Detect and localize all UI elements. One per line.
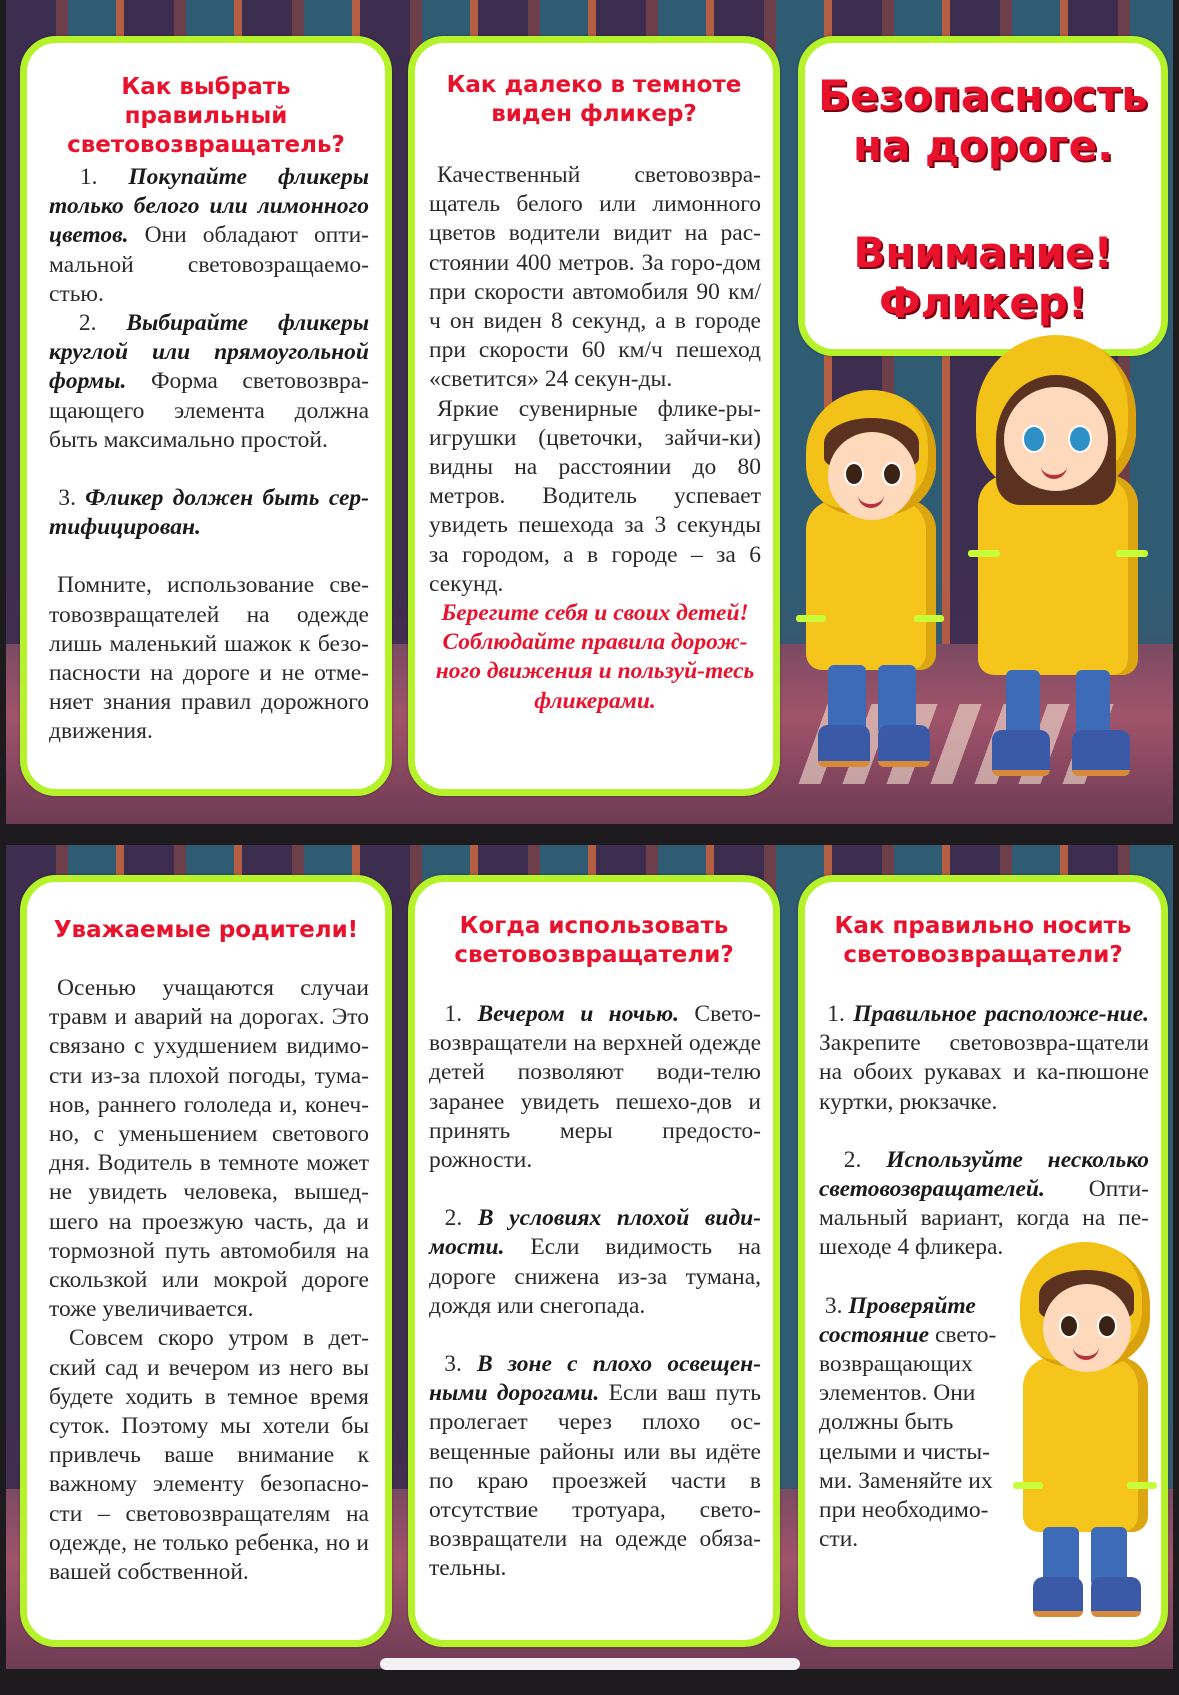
top-panel <box>6 0 1173 824</box>
girl-illustration <box>956 335 1156 785</box>
card-choose-flicker <box>20 36 392 796</box>
paragraph: Качественный световозвра-щатель белого или лимонного цветов водители видит на рас-стоянии 400 метров. За горо-дом при скорости автомобиля 90 км/ч он виден 8 секунд, а в городе при скорости 60 км/ч пешеход «светится» 24 секун-ды. <box>429 162 761 393</box>
warning-text: Берегите себя и своих детей! <box>441 600 749 627</box>
tip-2: 2. В условиях плохой види-мости. Если видимость на дороге снижена из-за тумана, дождя или снегопада. <box>429 1205 762 1319</box>
reminder-text: Помните, использование све-товозвращателей на одежде лишь маленький шажок к безо-пасности на дороге и не отме-няет знания правил дорожного движения. <box>49 572 369 745</box>
card-title: Как правильно носить световозвращатели? <box>834 913 1132 968</box>
card-title: Когда использовать световозвращатели? <box>454 913 734 968</box>
card-dear-parents <box>20 875 392 1647</box>
card-title: Уважаемые родители! <box>53 917 359 943</box>
tip-1: 1. Покупайте фликеры только белого или лимонного цветов. Они обладают опти-мальной световозращаемо-стью. <box>49 164 370 307</box>
home-indicator[interactable] <box>380 1658 800 1670</box>
tip-2: 2. Выбирайте фликеры круглой или прямоугольной формы. Форма световозвра-щающего элемента должна быть максимально простой. <box>49 310 370 453</box>
tip-3: 3. Фликер должен быть сер-тифицирован. <box>49 485 370 541</box>
boy-illustration <box>1005 1242 1165 1632</box>
card-title: Как далеко в темноте виден фликер? <box>446 72 742 127</box>
card-body <box>429 161 761 716</box>
paragraph: Яркие сувенирные флике-ры-игрушки (цветочки, зайчи-ки) видны на расстоянии до 80 метров. Водитель успевает увидеть пешехода за 3 секунды за городом, а в городе – за 6 секунд. <box>429 395 761 597</box>
card-body <box>429 1000 761 1584</box>
tip-3: 3. В зоне с плохо освещен-ными дорогами. Если ваш путь пролегает через плохо ос-вещенные районы или вы идёте по краю проезжей части в отсутствие тротуара, свето-возвращатели на одежде обяза-тельны. <box>429 1351 762 1582</box>
card-body <box>49 163 369 747</box>
boy-illustration <box>786 390 956 780</box>
main-title: Безопасность на дороге. <box>818 71 1148 170</box>
card-when-to-use <box>408 875 780 1647</box>
card-main-title <box>798 36 1168 356</box>
main-subtitle: Внимание! Фликер! <box>853 228 1113 327</box>
paragraph: Совсем скоро утром в дет-ский сад и вечером из него вы будете ходить в темное время суток. Поэтому мы хотели бы привлечь ваше внимание к важному элементу безопасно-сти – световозвращателям на одежде, не только ребенка, но и вашей собственной. <box>49 1325 369 1586</box>
paragraph: Осенью учащаются случаи травм и аварий на дорогах. Это связано с ухудшением видимо-сти из-за плохой погоды, тума-нов, раннего гололеда и, конеч-но, с уменьшением светового дня. Водитель в темноте может не увидеть человека, вышед-шего на проезжую часть, да и тормозной путь автомобиля на скользкой или мокрой дороге тоже увеличивается. <box>49 975 369 1323</box>
card-how-to-wear <box>798 875 1168 1647</box>
card-visibility-distance <box>408 36 780 796</box>
warning-text: Соблюдайте правила дорож-ного движения и пользуй-тесь фликерами. <box>435 629 755 714</box>
tip-1: 1. Правильное расположе-ние. Закрепите световозвра-щатели на обоих рукавах и ка-пюшоне куртки, рюкзачке. <box>819 1001 1150 1115</box>
tip-1: 1. Вечером и ночью. Свето-возвращатели на верхней одежде детей позволяют води-телю заранее увидеть пешехо-дов и принять меры предосто-рожности. <box>429 1001 762 1174</box>
card-body <box>49 974 369 1587</box>
tip-2: 2. Используйте несколько световозвращателей. Опти-мальный вариант, когда на пе-шеходе 4 фликера. <box>819 1146 1150 1261</box>
tip-3: 3. Проверяйте состояние свето-возвращающих элементов. Они должны быть целыми и чисты-ми. Заменяйте их при необходимо-сти. <box>819 1292 997 1553</box>
card-title: Как выбрать правильный световозвращатель? <box>67 74 345 158</box>
bottom-panel <box>6 845 1173 1669</box>
